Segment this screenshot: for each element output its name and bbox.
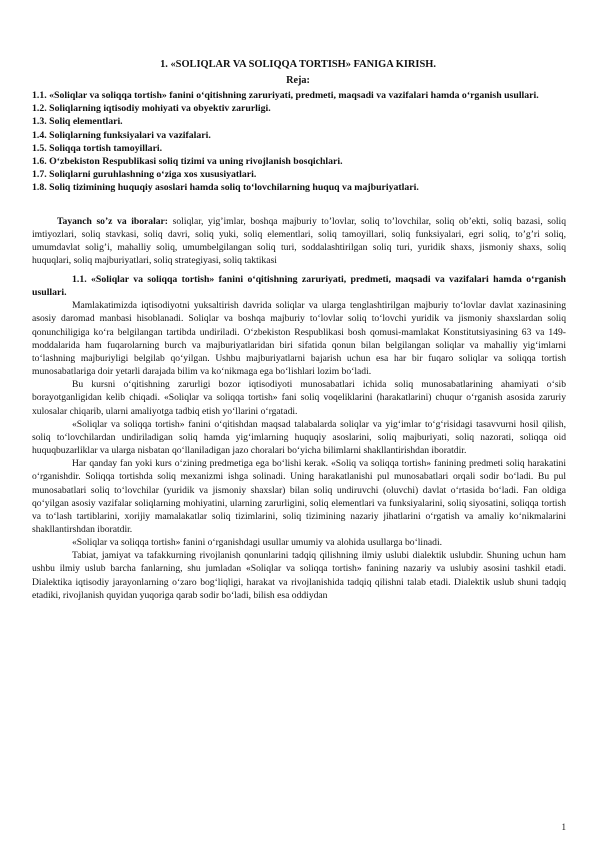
paragraph: «Soliqlar va soliqqa tortish» fanini o‘rganishdagi usullar umumiy va alohida usullarga bo‘linadi. [72,537,443,549]
paragraph: Bu kursni o‘qitishning zarurligi bozor iqtisodiyoti munosabatlari ichida soliq munosabatlarining ahamiyati o‘sib borayotganligidan kelib chiqadi. «Soliqlar va soliqqa tortish» fani soliq voqeliklarini (harakatlarini) chuqur o‘rganish asosida zaruriy xulosalar chiqarib, ularni amaliyotga tadbiq etish yo‘llarini o‘rgatadi. [32,379,566,417]
document-title: 1. «SOLIQLAR VA SOLIQQA TORTISH» FANIGA KIRISH. [160,59,436,70]
plan-item: 1.3. Soliq elementlari. [32,116,123,128]
paragraph: Har qanday fan yoki kurs o‘zining predmetiga ega bo‘lishi kerak. «Soliq va soliqqa tortish» fanining predmeti soliq harakatini o‘rganishdir. Soliqqa tortishda soliq mexanizmi ishga solinadi. Uning harakatlanishi pul munosabatlari orqali sodir bo‘ladi. Bu pul munosabatlari soliq to‘lovchilar (yuridik va jismoniy shaxslar) bilan soliq undiruvchi (oluvchi) davlat o‘rtasida bo‘ladi. Fan oldiga qo‘yilgan asosiy vazifalar soliqlarning mohiyatini, ularning zarurligini, soliq elementlari va funksiyalarini, soliq siyosatini, soliqqa tortish va to‘lash tartiblarini, xorijiy mamalakatlar soliq tizimlarini, soliq tizimining nazariy jihatlarini o‘rgatish va amaliy ko‘nikmalarini shakllantirshdan iboratdir. [32,458,566,535]
section-body [32,273,566,602]
plan-item: 1.7. Soliqlarni guruhlashning o‘ziga xos xususiyatlari. [32,169,257,181]
plan-heading: Reja: [286,75,310,86]
plan-item: 1.2. Soliqlarning iqtisodiy mohiyati va obyektiv zarurligi. [32,103,271,115]
plan-item: 1.8. Soliq tizimining huquqiy asoslari hamda soliq to‘lovchilarning huquq va majburiyatlari. [32,182,419,194]
section-heading: 1.1. «Soliqlar va soliqqa tortish» fanini o‘qitishning zaruriyati, predmeti, maqsadi va vazifalari hamda o‘rganish usullari. [32,274,566,299]
plan-item: 1.5. Soliqqa tortish tamoyillari. [32,142,163,154]
paragraph: Tabiat, jamiyat va tafakkurning rivojlanish qonunlarini tadqiq qilishning ilmiy uslubi dialektik uslubdir. Shuning uchun ham ushbu ilmiy uslub barcha fanlarning, shu jumladan «Soliqlar va soliqqa tortish» fanining nazariy va uslubiy asosini tashkil etadi. Dialektika iqtisodiy jarayonlarning o‘zaro bog‘liqligi, harakat va rivojlanishida tadqiq qilishni talab etadi. Dialektik uslub shuni tadqiq etadiki, rivojlanish quyidan yuqoriga qarab sodir bo‘ladi, bilish esa oddiydan [32,550,566,601]
keywords-block [32,215,566,268]
plan-list [32,89,566,195]
paragraph: Mamlakatimizda iqtisodiyotni yuksaltirish davrida soliqlar va ularga tenglashtirilgan majburiy to‘lovlar davlat xazinasining asosiy daromad manbasi hisoblanadi. Soliqlar va boshqa majburiy to‘lovlar soliq to‘lovchi yuridik va jismoniy shaxslardan soliq qonunchiligiga ko‘ra belgilangan tartibda undiriladi. O‘zbekiston Respublikasi bosh qomusi-mamlakat Konstitutsiyasining 63 va 149-moddalarida ham fuqarolarning burch va majburiyatlaridan biri sifatida qonun bilan belgilangan soliqlar va mahalliy yig‘imlarni to‘lashning majburiyligi belgilab qo‘yilgan. Ushbu majburiyatlarni bajarish uchun esa har bir fuqaro soliqlar va soliqqa tortish munosabatlariga doir yetarli darajada bilim va ko‘nikmaga ega bo‘lishlari lozim bo‘ladi. [32,300,566,378]
plan-item: 1.1. «Soliqlar va soliqqa tortish» fanini o‘qitishning zaruriyati, predmeti, maqsadi va vazifalari hamda o‘rganish usullari. [32,90,539,101]
page-number: 1 [561,822,566,832]
paragraph: «Soliqlar va soliqqa tortish» fanini o‘qitishdan maqsad talabalarda soliqlar va yig‘imlar to‘g‘risidagi tasavvurni hosil qilish, soliq to‘lovchilardan undiriladigan soliq hamda yig‘imlarning huquqiy asoslarini, soliq majburiyati, soliq nazorati, soliqqa oid huquqbuzarliklar va ularga nisbatan qo‘llaniladigan jazo choralari bo‘yicha bilimlarni shakllantirishdan iboratdir. [32,418,566,457]
plan-item: 1.4. Soliqlarning funksiyalari va vazifalari. [32,129,211,141]
keywords-label: Tayanch so’z va iboralar: [57,216,169,227]
plan-item: 1.6. O‘zbekiston Respublikasi soliq tizimi va uning rivojlanish bosqichlari. [32,156,343,168]
keywords-text: soliqlar, yig’imlar, boshqa majburiy to’lovlar, soliq to’lovchilar, soliq ob’ekti, soliq bazasi, soliq imtiyozlari, soliq stavkasi, soliq davri, soliq yuki, soliq elementlari, soliq tamoyillari, soliq funksiyalari, egri soliq, to’g’ri soliq, umumdavlat solig’i, mahalliy soliq, umumbelgilangan soliq turi, soddalashtirilgan soliq turi, yuridik shaxs, jismoniy shaxs, soliq huquqlari, soliq majburiyatlari, soliq strategiyasi, soliq taktikasi [32,216,566,267]
